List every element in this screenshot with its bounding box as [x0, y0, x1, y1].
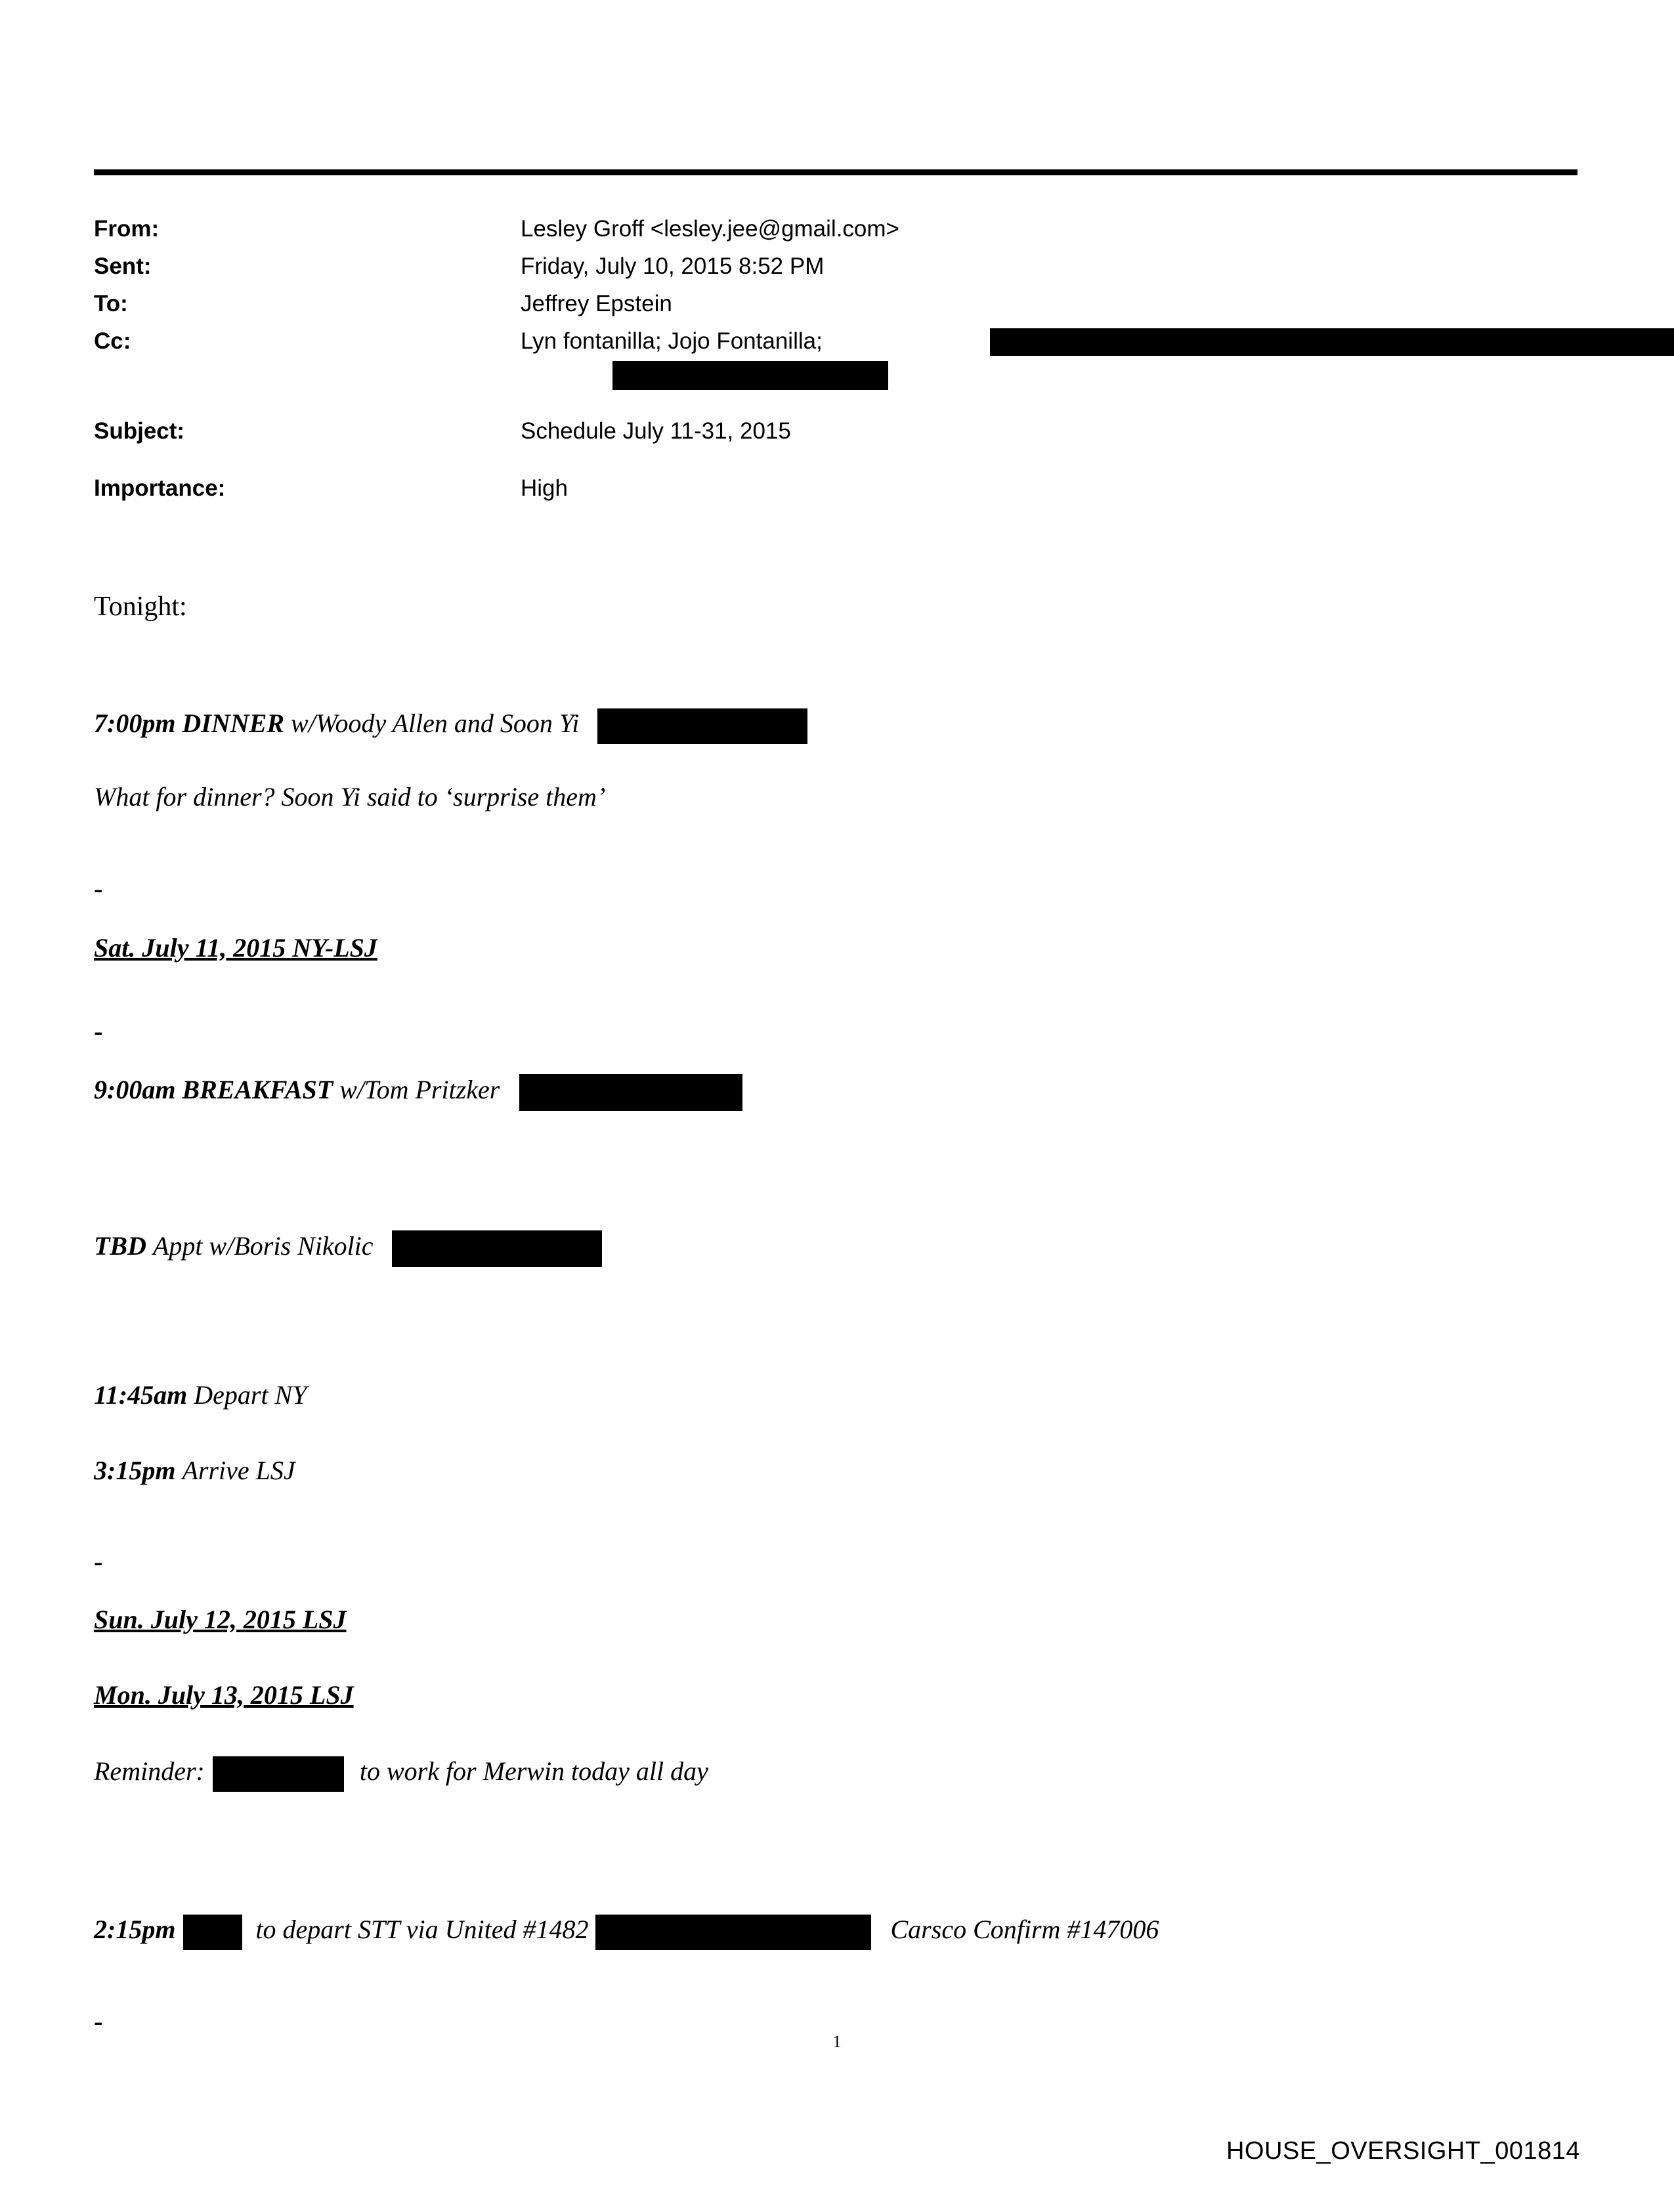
header-row-sent [94, 248, 1584, 285]
redaction-bar-breakfast [519, 1074, 742, 1111]
redaction-bar-cc-2 [612, 361, 888, 390]
sent-value: Friday, July 10, 2015 8:52 PM [521, 253, 825, 279]
arrive-lsj-time: 3:15pm [94, 1456, 176, 1485]
to-label: To: [94, 291, 128, 316]
arrive-lsj-rest: Arrive LSJ [182, 1456, 295, 1485]
header-row-cc-continued [94, 360, 1584, 393]
sent-label: Sent: [94, 253, 152, 279]
depart-ny-rest: Depart NY [194, 1380, 307, 1410]
redaction-bar-stt-2 [595, 1915, 871, 1950]
from-value: Lesley Groff <lesley.jee@gmail.com> [521, 216, 899, 242]
subject-label: Subject: [94, 418, 185, 444]
dinner-line [94, 708, 807, 744]
heading-saturday: Sat. July 11, 2015 NY-LSJ [94, 933, 377, 963]
separator-dash-4: - [94, 2006, 103, 2036]
importance-value: High [521, 475, 568, 501]
header-row-cc [94, 322, 1584, 360]
redaction-bar-cc-1 [990, 328, 1674, 356]
reminder-label: Reminder: [94, 1756, 205, 1786]
importance-label: Importance: [94, 475, 226, 501]
breakfast-time: 9:00am BREAKFAST [94, 1075, 333, 1105]
header-spacer-2 [94, 450, 1584, 469]
heading-monday: Mon. July 13, 2015 LSJ [94, 1680, 354, 1710]
header-row-to [94, 285, 1584, 322]
header-spacer-1 [94, 393, 1584, 412]
dinner-question: What for dinner? Soon Yi said to ‘surprise them’ [94, 782, 606, 812]
breakfast-rest: w/Tom Pritzker [339, 1075, 500, 1105]
arrive-lsj-line [94, 1455, 295, 1486]
reminder-line [94, 1756, 708, 1792]
depart-ny-line [94, 1379, 307, 1410]
depart-ny-time: 11:45am [94, 1380, 188, 1410]
tbd-label: TBD [94, 1231, 146, 1261]
cc-value: Lyn fontanilla; Jojo Fontanilla; [521, 328, 823, 354]
to-value: Jeffrey Epstein [521, 291, 672, 316]
separator-dash-3: - [94, 1547, 103, 1576]
breakfast-line [94, 1074, 742, 1111]
depart-stt-mid: to depart STT via United #1482 [255, 1915, 589, 1944]
reminder-rest: to work for Merwin today all day [359, 1756, 708, 1786]
depart-stt-time: 2:15pm [94, 1915, 176, 1944]
cc-label: Cc: [94, 328, 131, 354]
subject-value: Schedule July 11-31, 2015 [521, 418, 791, 444]
dinner-time: 7:00pm DINNER [94, 708, 285, 738]
tbd-line [94, 1230, 602, 1267]
from-label: From: [94, 216, 160, 242]
header-row-from [94, 210, 1584, 248]
separator-dash-1: - [94, 874, 103, 903]
page-number: 1 [832, 2032, 842, 2051]
email-header [94, 210, 1584, 507]
tonight-heading: Tonight: [94, 592, 187, 622]
redaction-bar-dinner [597, 708, 807, 744]
header-row-subject [94, 412, 1584, 450]
heading-sunday: Sun. July 12, 2015 LSJ [94, 1605, 347, 1634]
redaction-bar-reminder [213, 1756, 344, 1792]
redaction-bar-tbd [392, 1230, 602, 1267]
depart-stt-line [94, 1914, 1159, 1950]
depart-stt-end: Carsco Confirm #147006 [890, 1915, 1159, 1944]
redaction-bar-stt-1 [183, 1915, 242, 1950]
dinner-rest: w/Woody Allen and Soon Yi [291, 708, 580, 738]
header-row-importance [94, 469, 1584, 507]
bates-stamp: HOUSE_OVERSIGHT_001814 [1226, 2137, 1580, 2165]
separator-dash-2: - [94, 1016, 103, 1046]
tbd-rest: Appt w/Boris Nikolic [153, 1231, 374, 1261]
header-rule [94, 169, 1577, 175]
